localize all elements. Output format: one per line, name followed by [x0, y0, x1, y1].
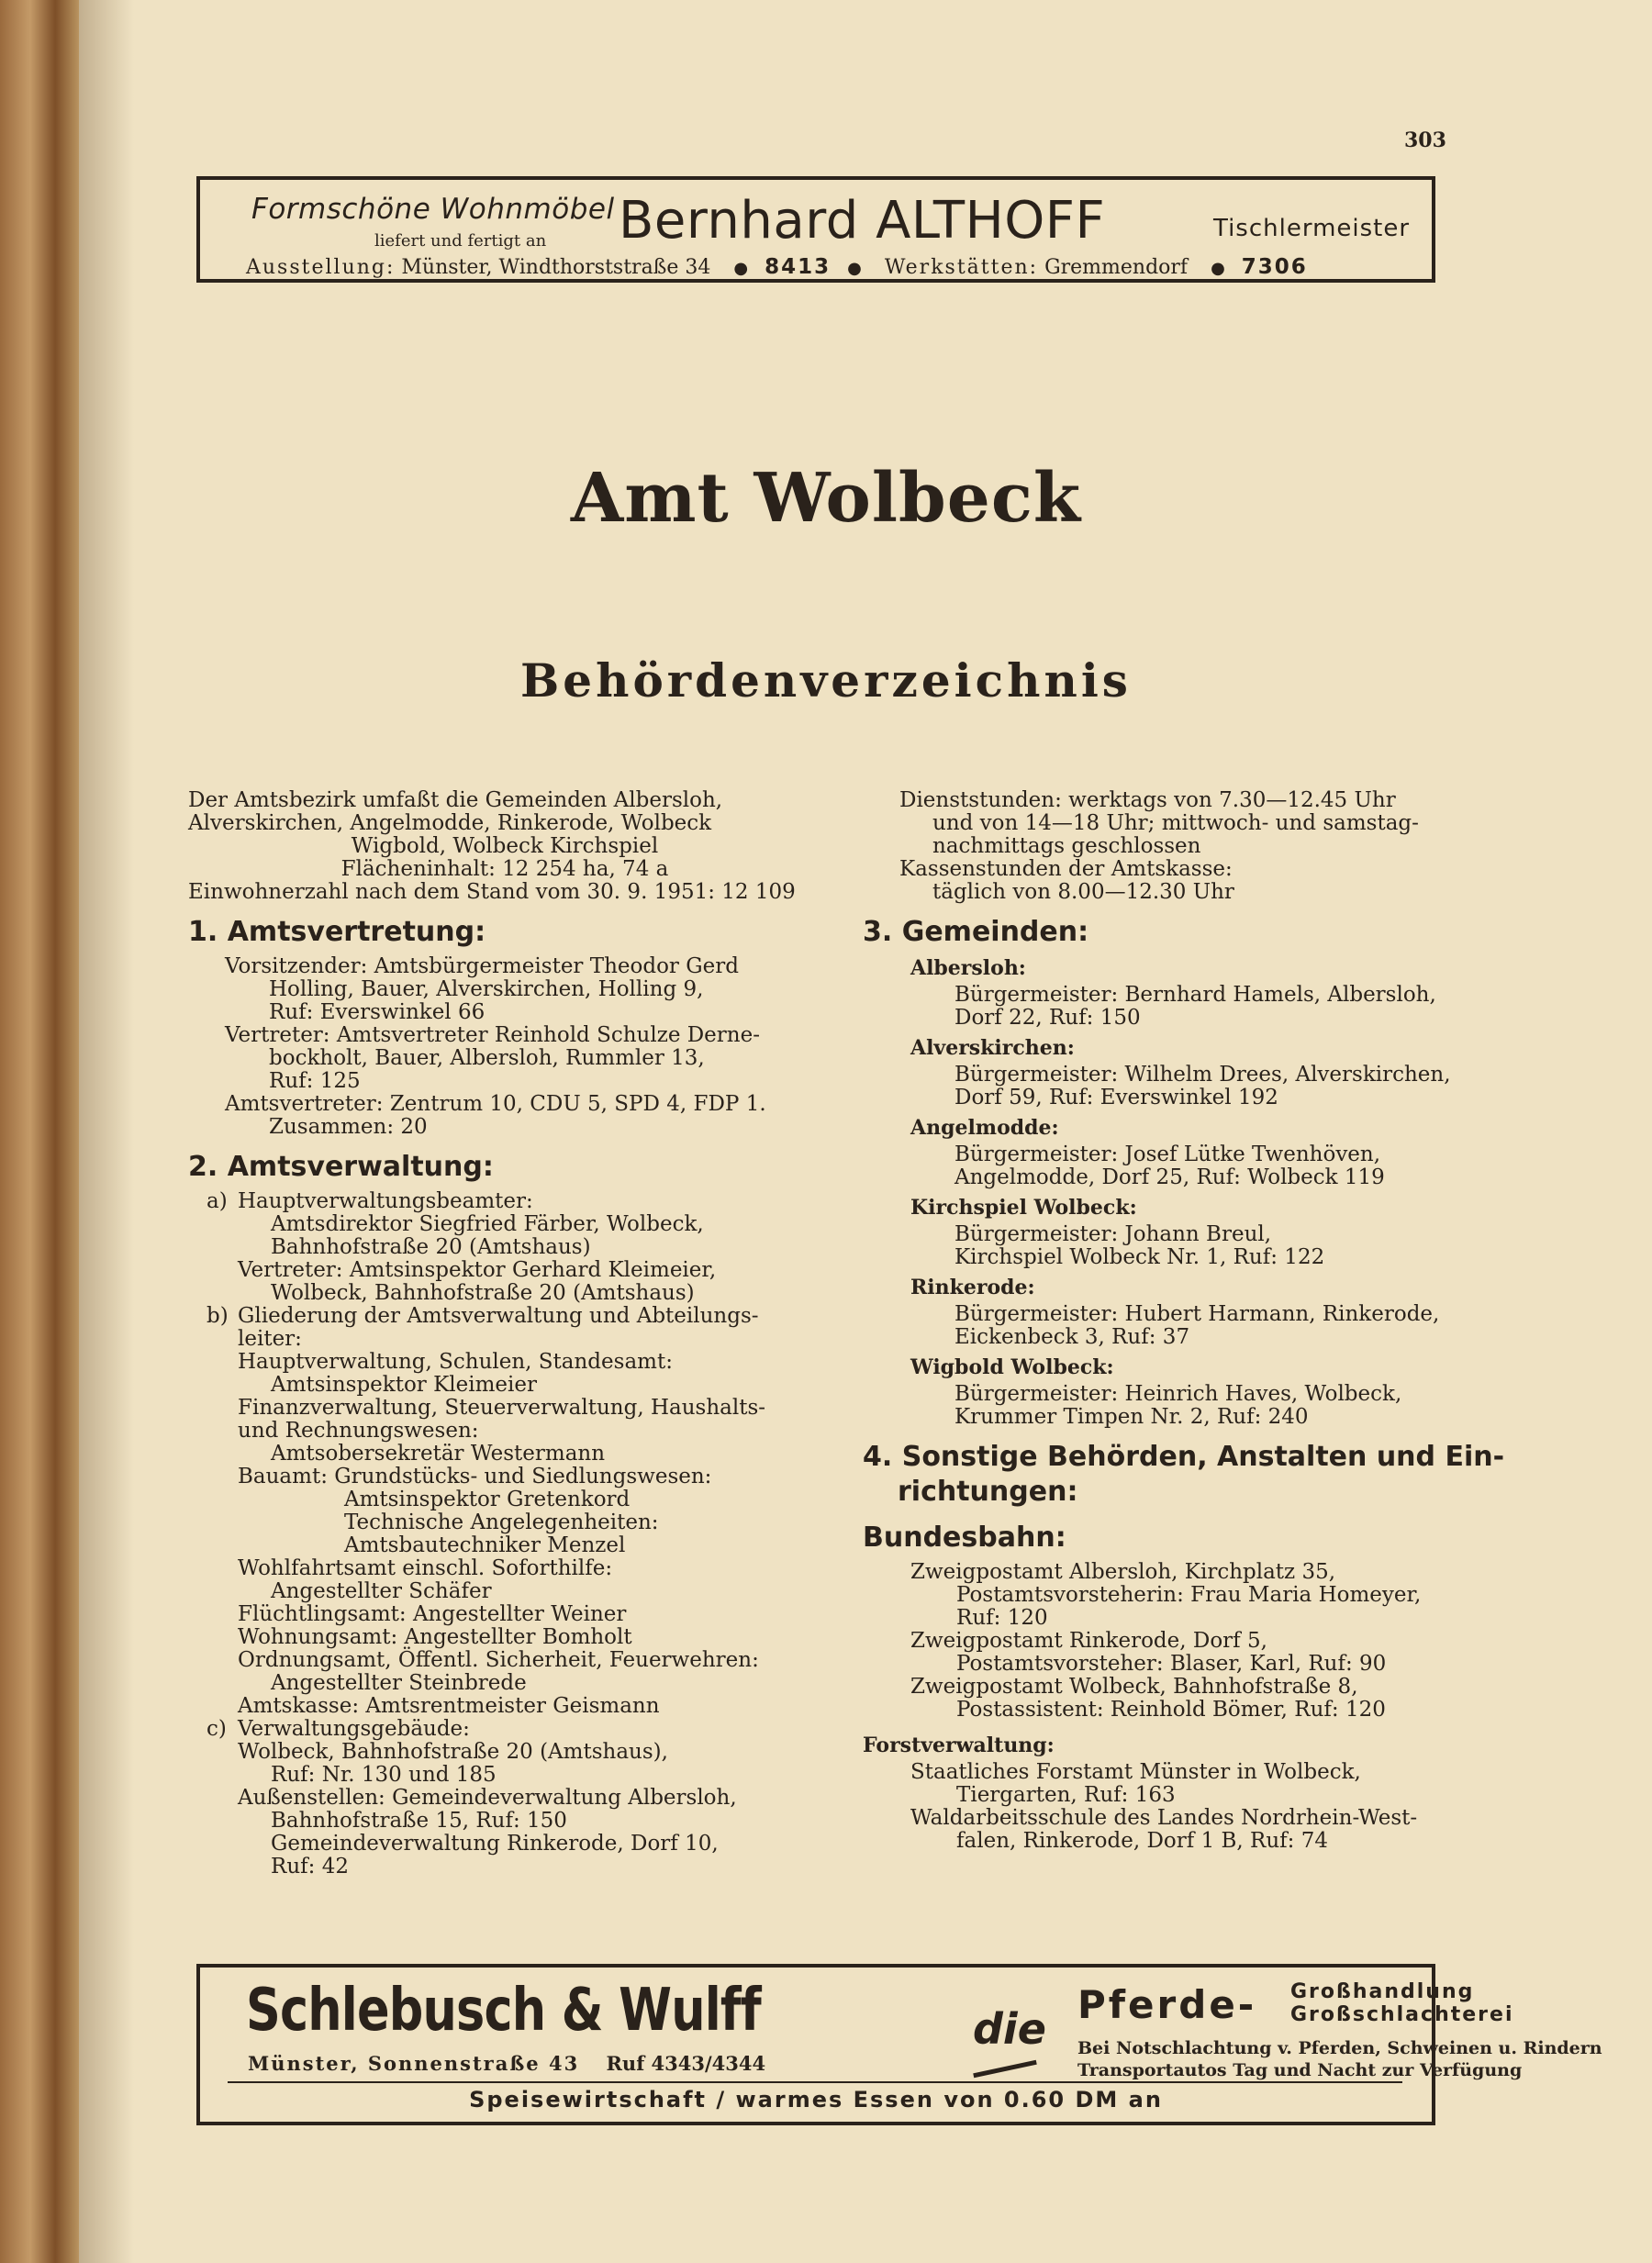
entry-line: Amtsinspektor Gretenkord	[344, 1488, 631, 1511]
entry-line: Krummer Timpen Nr. 2, Ruf: 240	[954, 1405, 1309, 1429]
entry-postamt-albersloh	[910, 1561, 1496, 1630]
entry-line: Amtskasse: Amtsrentmeister Geismann	[238, 1694, 660, 1718]
ad-exhibition-address: Münster, Windthorststraße 34	[401, 256, 711, 279]
municipality-name: Albersloh:	[910, 956, 1026, 980]
page-title: Amt Wolbeck	[570, 459, 1082, 538]
municipality-name: Alverskirchen:	[910, 1036, 1075, 1060]
ad-note	[1077, 2037, 1602, 2081]
section-heading-amtsverwaltung: 2. Amtsverwaltung:	[188, 1151, 494, 1183]
ad-trade-line: Großschlachterei	[1290, 2003, 1514, 2026]
intro-line: Flächeninhalt: 12 254 ha, 74 a	[340, 857, 669, 881]
entry-line: Bürgermeister: Heinrich Haves, Wolbeck,	[954, 1382, 1402, 1406]
entry-line: Zweigpostamt Rinkerode, Dorf 5,	[910, 1629, 1267, 1653]
entry-line: Kassenstunden der Amtskasse:	[899, 857, 1233, 881]
entry-line: Bürgermeister: Wilhelm Drees, Alverskirchen,	[954, 1063, 1451, 1087]
entry-line: Ruf: Everswinkel 66	[269, 1000, 486, 1024]
entry-line: leiter:	[238, 1327, 302, 1351]
page-subtitle: Behördenverzeichnis	[520, 653, 1132, 708]
municipality-alverskirchen	[954, 1064, 1496, 1109]
entry-line: Hauptverwaltung, Schulen, Standesamt:	[238, 1350, 673, 1374]
municipality-angelmodde	[954, 1143, 1496, 1189]
municipality-name: Kirchspiel Wolbeck:	[910, 1196, 1137, 1220]
ad-note-line: Transportautos Tag und Nacht zur Verfügung	[1077, 2060, 1523, 2080]
entry-line: Angelmodde, Dorf 25, Ruf: Wolbeck 119	[954, 1165, 1385, 1189]
entry-line: Ruf: 120	[956, 1606, 1048, 1630]
entry-line: Amtsvertreter: Zentrum 10, CDU 5, SPD 4, FDP 1.	[225, 1092, 766, 1116]
entry-line: Vertreter: Amtsvertreter Reinhold Schulze Derne-	[225, 1023, 760, 1047]
intro-line: Einwohnerzahl nach dem Stand vom 30. 9. 1951: 12 109	[188, 880, 796, 904]
entry-line: Bahnhofstraße 15, Ruf: 150	[271, 1809, 567, 1833]
entry-amtsvertreter	[225, 1093, 821, 1139]
entry-line: Gemeindeverwaltung Rinkerode, Dorf 10,	[271, 1832, 719, 1856]
entry-line: Vorsitzender: Amtsbürgermeister Theodor Gerd	[225, 954, 739, 978]
left-column	[188, 789, 821, 1878]
entry-line: und Rechnungswesen:	[238, 1419, 479, 1443]
entry-line: Außenstellen: Gemeindeverwaltung Albersloh,	[238, 1786, 737, 1810]
ad-address: Münster, Sonnenstraße 43	[248, 2052, 580, 2075]
entry-line: Bürgermeister: Johann Breul,	[954, 1222, 1272, 1246]
entry-line: Angestellter Steinbrede	[271, 1671, 527, 1695]
ad-exhibition-phone: 8413	[765, 255, 832, 279]
phone-dot-icon: ●	[733, 259, 749, 278]
ad-phone: Ruf 4343/4344	[606, 2052, 766, 2075]
municipality-albersloh	[954, 984, 1496, 1030]
entry-line: Ordnungsamt, Öffentl. Sicherheit, Feuerwehren:	[238, 1648, 759, 1672]
section-heading-forstverwaltung: Forstverwaltung:	[863, 1733, 1055, 1757]
entry-line: Kirchspiel Wolbeck Nr. 1, Ruf: 122	[954, 1245, 1325, 1269]
entry-line: Wohnungsamt: Angestellter Bomholt	[238, 1625, 632, 1649]
ad-die: die	[973, 2004, 1046, 2054]
entry-line: Hauptverwaltungsbeamter:	[238, 1189, 533, 1213]
entry-line: Zusammen: 20	[269, 1115, 428, 1139]
entry-line: Angestellter Schäfer	[271, 1579, 492, 1603]
intro-line: Wigbold, Wolbeck Kirchspiel	[351, 834, 659, 858]
ad-trade-line: Großhandlung	[1290, 1980, 1475, 2003]
section-heading-sonstige	[863, 1440, 1505, 1510]
advertisement-schlebusch-wulff	[196, 1964, 1602, 2125]
ad-slogan: Formschöne Wohnmöbel	[251, 193, 615, 226]
ad-trade: Tischlermeister	[1213, 215, 1411, 242]
right-column	[863, 788, 1505, 1853]
entry-forstamt	[910, 1761, 1496, 1807]
entry-line: Wohlfahrtsamt einschl. Soforthilfe:	[238, 1556, 613, 1580]
entry-line: Postamtsvorsteher: Blaser, Karl, Ruf: 90	[956, 1652, 1387, 1676]
entry-line: Amtsinspektor Kleimeier	[271, 1373, 537, 1397]
entry-line: Vertreter: Amtsinspektor Gerhard Kleimeier,	[238, 1258, 717, 1282]
phone-dot-icon: ●	[847, 259, 862, 278]
phone-dot-icon: ●	[1211, 259, 1225, 278]
entry-vorsitzender	[225, 955, 821, 1024]
section-heading-bundesbahn: Bundesbahn:	[863, 1522, 1066, 1554]
ad-workshop-phone: 7306	[1241, 255, 1308, 279]
amtsverwaltung-b	[188, 1305, 821, 1718]
section-heading-amtsvertretung: 1. Amtsvertretung:	[188, 916, 486, 948]
advertisement-althoff	[196, 176, 1435, 283]
ad-firm-name: Schlebusch & Wulff	[246, 1977, 761, 2045]
entry-line: Flüchtlingsamt: Angestellter Weiner	[238, 1602, 627, 1626]
ad-contact-line	[246, 255, 1308, 279]
entry-line: Postassistent: Reinhold Bömer, Ruf: 120	[956, 1698, 1386, 1722]
entry-line: Eickenbeck 3, Ruf: 37	[954, 1325, 1190, 1349]
ad-company-name: Bernhard ALTHOFF	[619, 191, 1106, 251]
entry-line: Amtsobersekretär Westermann	[271, 1442, 606, 1466]
page-number: 303	[1404, 128, 1446, 152]
ad-trade-stack	[1290, 1980, 1513, 2026]
municipality-name: Wigbold Wolbeck:	[910, 1355, 1114, 1379]
entry-line: Dienststunden: werktags von 7.30—12.45 Uhr	[899, 788, 1396, 812]
intro-line: Alverskirchen, Angelmodde, Rinkerode, Wolbeck	[188, 811, 712, 835]
entry-line: Bürgermeister: Josef Lütke Twenhöven,	[954, 1143, 1381, 1166]
municipality-wigbold-wolbeck	[954, 1383, 1496, 1429]
municipality-rinkerode	[954, 1303, 1496, 1349]
section-heading-gemeinden: 3. Gemeinden:	[863, 916, 1089, 948]
entry-line: Gliederung der Amtsverwaltung und Abteilungs-	[238, 1304, 759, 1328]
entry-line: und von 14—18 Uhr; mittwoch- und samstag-	[932, 811, 1419, 835]
entry-line: Wolbeck, Bahnhofstraße 20 (Amtshaus),	[238, 1740, 668, 1764]
ad-footer: Speisewirtschaft / warmes Essen von 0.60 DM an	[469, 2087, 1163, 2113]
section-heading-line: 4. Sonstige Behörden, Anstalten und Ein-	[863, 1441, 1505, 1473]
entry-line: Technische Angelegenheiten:	[344, 1511, 659, 1534]
municipality-kirchspiel-wolbeck	[954, 1223, 1496, 1269]
municipality-name: Rinkerode:	[910, 1276, 1035, 1299]
entry-line: Zweigpostamt Wolbeck, Bahnhofstraße 8,	[910, 1675, 1358, 1699]
entry-line: Waldarbeitsschule des Landes Nordrhein-West-	[910, 1806, 1418, 1830]
entry-line: Finanzverwaltung, Steuerverwaltung, Haushalts-	[238, 1396, 766, 1420]
entry-waldarbeitsschule	[910, 1807, 1496, 1853]
entry-line: Bürgermeister: Bernhard Hamels, Albersloh,	[954, 983, 1436, 1007]
entry-line: Tiergarten, Ruf: 163	[956, 1783, 1176, 1807]
item-label: b)	[206, 1304, 229, 1328]
ad-note-line: Bei Notschlachtung v. Pferden, Schweinen u. Rindern	[1077, 2038, 1602, 2058]
entry-line: Staatliches Forstamt Münster in Wolbeck,	[910, 1760, 1361, 1784]
entry-line: bockholt, Bauer, Albersloh, Rummler 13,	[269, 1046, 705, 1070]
entry-line: Ruf: 125	[269, 1069, 361, 1093]
ad-workshop-label: Werkstätten:	[884, 256, 1039, 279]
entry-line: Verwaltungsgebäude:	[238, 1717, 470, 1741]
entry-line: Wolbeck, Bahnhofstraße 20 (Amtshaus)	[271, 1281, 695, 1305]
office-hours	[899, 789, 1496, 904]
entry-line: nachmittags geschlossen	[932, 834, 1201, 858]
ad-address-line	[248, 2052, 765, 2075]
entry-postamt-wolbeck	[910, 1676, 1496, 1722]
ad-delivers: liefert und fertigt an	[374, 231, 547, 251]
entry-line: Ruf: 42	[271, 1855, 349, 1878]
entry-line: Bauamt: Grundstücks- und Siedlungswesen:	[238, 1465, 712, 1488]
intro-block	[188, 789, 821, 904]
ad-divider	[228, 2081, 1402, 2083]
entry-line: Dorf 22, Ruf: 150	[954, 1006, 1141, 1030]
ad-workshop-location: Gremmendorf	[1044, 256, 1189, 279]
entry-line: falen, Rinkerode, Dorf 1 B, Ruf: 74	[956, 1829, 1329, 1853]
section-heading-line: richtungen:	[898, 1476, 1078, 1508]
item-label: a)	[206, 1189, 228, 1213]
entry-line: Amtsdirektor Siegfried Färber, Wolbeck,	[271, 1212, 704, 1236]
ad-exhibition-label: Ausstellung:	[246, 256, 396, 279]
item-label: c)	[206, 1717, 227, 1741]
book-binding	[0, 0, 79, 2263]
entry-line: Dorf 59, Ruf: Everswinkel 192	[954, 1086, 1278, 1109]
entry-line: Ruf: Nr. 130 und 185	[271, 1763, 497, 1787]
municipality-name: Angelmodde:	[910, 1116, 1059, 1140]
entry-line: Amtsbautechniker Menzel	[344, 1533, 626, 1557]
amtsverwaltung-a	[188, 1190, 821, 1305]
entry-line: Postamtsvorsteherin: Frau Maria Homeyer,	[956, 1583, 1422, 1607]
gutter-shadow	[79, 0, 134, 2263]
ad-pferde: Pferde-	[1077, 1982, 1257, 2027]
intro-line: Der Amtsbezirk umfaßt die Gemeinden Albersloh,	[188, 788, 723, 812]
entry-vertreter	[225, 1024, 821, 1093]
entry-line: Zweigpostamt Albersloh, Kirchplatz 35,	[910, 1560, 1336, 1584]
entry-line: Bahnhofstraße 20 (Amtshaus)	[271, 1235, 591, 1259]
entry-postamt-rinkerode	[910, 1630, 1496, 1676]
entry-line: täglich von 8.00—12.30 Uhr	[932, 880, 1234, 904]
ad-die-underline	[973, 2060, 1037, 2078]
entry-line: Bürgermeister: Hubert Harmann, Rinkerode,	[954, 1302, 1440, 1326]
amtsverwaltung-c	[188, 1718, 821, 1878]
entry-line: Holling, Bauer, Alverskirchen, Holling 9,	[269, 977, 704, 1001]
